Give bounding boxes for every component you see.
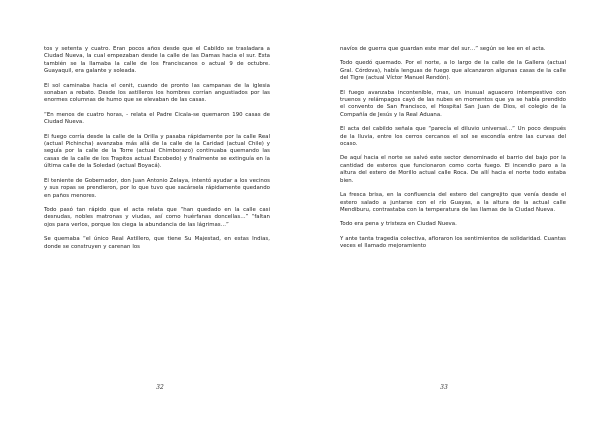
paragraph: tos y setenta y cuatro. Eran pocos años desde que el Cabildo se trasladara a Ciudad Nueva, la cual empezaban desde la calle de las Damas hacia el sur. Esta también se la llamaba la calle de los Franciscanos o actual 9 de octubre. Guayaquil, era galante y soleada. bbox=[44, 46, 270, 75]
paragraph: La fresca brisa, en la confluencia del estero del cangrejito que venía desde el estero salado a juntarse con el río Guayas, a la altura de la actual calle Mendiburu, contrastaba con la temperatura de las llamas de la Ciudad Nueva. bbox=[340, 192, 566, 213]
paragraph: El fuego avanzaba incontenible, mas, un inusual aguacero intempestivo con truenos y relámpagos cayó de las nubes en momentos que ya se había prendido el convento de San Francisco, el Hospital San Juan de Dios, el colegio de la Compañía de Jesús y la Real Aduana. bbox=[340, 89, 566, 118]
paragraph: navíos de guerra que guardan este mar del sur…” según se lee en el acta. bbox=[340, 46, 546, 52]
paragraph: El acta del cabildo señala que “parecía el diluvio universal…” Un poco después de la lluvia, entre los cerros cercanos el sol se escondía entre las curvas del ocaso. bbox=[340, 126, 566, 148]
page-number-right: 33 bbox=[440, 384, 448, 391]
page-number-left: 32 bbox=[156, 384, 164, 391]
paragraph: El teniente de Gobernador, don Juan Antonio Zelaya, intentó ayudar a los vecinos y sus ropas se prendieron, por lo que tuvo que sacársela rápidamente quedando en paños menores. bbox=[44, 177, 270, 199]
paragraph: Todo quedó quemado. Por el norte, a lo largo de la calle de la Gallera (actual Gral. Córdova), había lenguas de fuego que alcanzaron algunas casas de la calle del Tigre (actual Víctor Manuel Rendón). bbox=[340, 60, 566, 82]
paragraph: Todo era pena y tristeza en Ciudad Nueva. bbox=[340, 221, 457, 228]
paragraph: El fuego corría desde la calle de la Orilla y pasaba rápidamente por la calle Real (actual Pichincha) avanzaba más allá de la calle de la Caridad (actual Chile) y seguía por la calle de la Torre (actual Chimborazo) continuaba quemando las casas de la calle de los Trapitos actual Escobedo) y finalmente se extinguía en la última calle de la Soledad (actual Boyacá). bbox=[44, 133, 270, 170]
right-text-column bbox=[340, 46, 566, 258]
paragraph: Todo pasó tan rápido que el acta relata que “han quedado en la calle casi desnudas, nobles matronas y viudas, así como huérfanas doncellas…” “faltan ojos para verlos, porque los ciega la abundancia de las lágrimas…” bbox=[44, 206, 270, 228]
paragraph: “En menos de cuatro horas, - relata el Padre Cicala-se quemaron 190 casas de Ciudad Nueva. bbox=[44, 111, 270, 126]
paragraph: De aquí hacia el norte se salvó este sector denominado el barrio del bajo por la cantidad de esteros que funcionaron como corta fuego. El incendio paro a la altura del estero de Morillo actual calle Roca. De allí hacia el norte todo estaba bien. bbox=[340, 155, 566, 184]
right-page bbox=[300, 0, 600, 425]
left-text-column bbox=[44, 46, 270, 258]
paragraph: Se quemaba “el único Real Astillero, que tiene Su Majestad, en estas Indias, donde se construyen y carenan los bbox=[44, 236, 270, 250]
paragraph: Y ante tanta tragedia colectiva, afloraron los sentimientos de solidaridad. Cuantas veces el llamado mejoramiento bbox=[340, 235, 566, 250]
paragraph: El sol caminaba hacia el cenit, cuando de pronto las campanas de la iglesia sonaban a rebato. Desde los astilleros los hombres corrían angustiados por las enormes columnas de humo que se elevaban de las casas. bbox=[44, 82, 270, 104]
